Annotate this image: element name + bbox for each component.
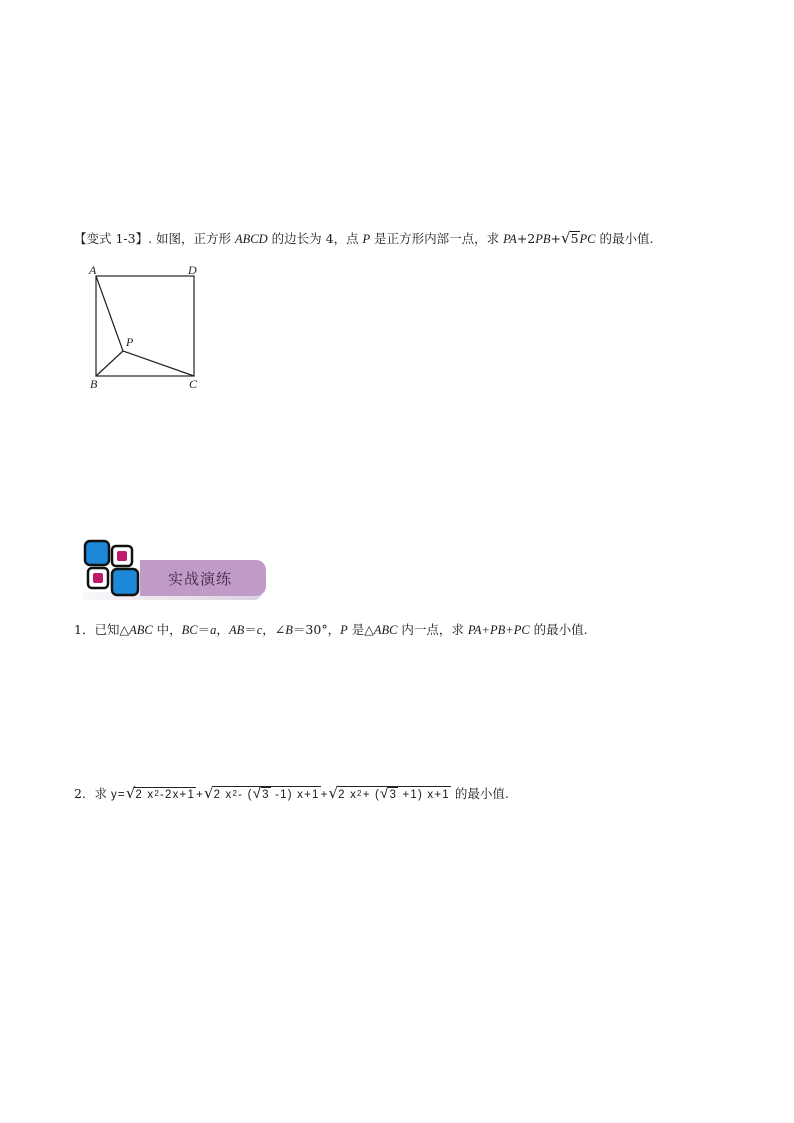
banner-title: 实战演练 [168,570,233,588]
segment-pc [123,351,194,376]
sqrt-radicand: 5 [570,231,579,246]
section-banner [82,538,272,604]
label-c: C [189,377,198,391]
segment-pb [96,351,123,376]
square-figure [82,256,212,396]
radical-2: 2 $x^2-$ (√3 -1) x+1 [213,785,320,802]
radical-3: 2 $x^2+ (√3 +1)$ x+1 [338,785,450,802]
variant-tag: 【变式 1-3】 [74,231,149,246]
square-abcd [96,276,194,376]
variant-question: 【变式 1-3】. 如图，正方形 ABCD 的边长为 4，点 P 是正方形内部一点，求 PA+2PB+√5PC 的最小值. [74,229,654,247]
radical-1: 2 $x^2-2x+1$ [135,789,196,801]
label-a: A [89,263,97,277]
label-b: B [90,377,98,391]
label-d: D [188,263,197,277]
square-name: ABCD [235,232,268,246]
segment-pa [96,276,123,351]
question-1-number: 1 [74,622,82,637]
question-2-number: 2 [74,786,82,801]
grid-logo-icon [82,538,144,600]
banner-bar [140,560,266,596]
question-1: 1．已知△ABC 中，BC＝a，AB＝c，∠B＝30°，P 是△ABC 内一点，求 PA+PB+PC 的最小值. [74,622,588,637]
label-p: P [126,335,134,349]
question-2: 2．求 y=√2 $x^2-2x+1+√2$ $x^2-$ (√3 -1) x+1+√2 $x^2+ (√3 +1)$ x+1 的最小值. [74,784,509,802]
sqrt-sign: √ [561,229,571,247]
